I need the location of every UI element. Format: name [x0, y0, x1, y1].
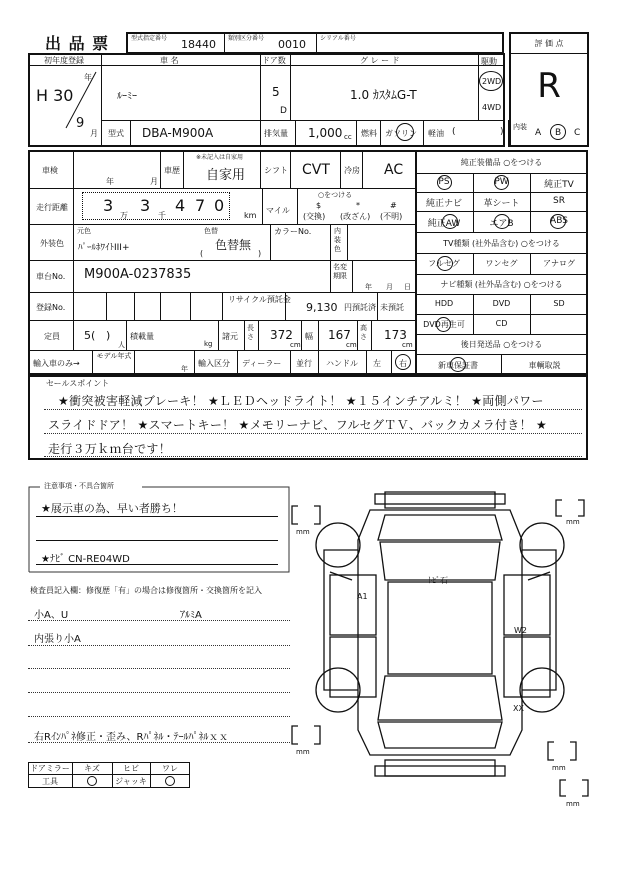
sales-line-1: ★衝突被害軽減ブレーキ！ ★ＬＥＤヘッドライト！ ★１５インチアルミ！ ★両側パワー — [58, 394, 544, 408]
size-label: 諸元 — [222, 332, 238, 341]
notes-label: 注意事項・不具合箇所 — [44, 482, 114, 490]
drive-2wd-circle — [479, 71, 503, 91]
interior-b: B — [555, 128, 562, 138]
score-label: 評 価 点 — [534, 39, 564, 48]
length-label: 長さ — [247, 324, 254, 341]
mileage-sen: 千 — [158, 211, 166, 220]
sales-line-2: スライドドア！ ★スマートキー！ ★メモリーナビ、フルセグＴＶ、バックカメラ付き！ ★ — [48, 418, 548, 432]
capacity-close: ) — [106, 329, 111, 342]
transfer-month: 月 — [386, 283, 393, 291]
import-class-label: 輸入区分 — [198, 359, 230, 368]
serial-label: シリアル番号 — [320, 35, 356, 42]
color-change-label: 色替 — [204, 227, 218, 235]
category-value: 0010 — [278, 38, 306, 51]
equip-ps: PS — [438, 177, 450, 187]
notes-line-2: ★ﾅﾋﾞ CN-RE04WD — [41, 554, 130, 565]
width-cm: cm — [346, 341, 357, 349]
dealer-option: ディーラー — [242, 359, 282, 368]
recycle-unit: 円預託済 — [344, 303, 376, 312]
exterior-label: 外装色 — [40, 239, 64, 248]
inspector-line-1b: ｱﾙﾐA — [180, 610, 202, 621]
legend-break: ワレ — [162, 764, 178, 773]
mileage-km: km — [244, 211, 257, 220]
width-label: 幅 — [305, 332, 313, 341]
height-label: 高さ — [360, 324, 367, 341]
diagram-mm-rl: mm — [296, 748, 310, 756]
model-label: 型式 — [108, 129, 124, 138]
kg-unit: kg — [204, 340, 213, 348]
parallel-option: 並行 — [296, 359, 312, 368]
recycle-label: リサイクル預託金 — [228, 295, 291, 304]
mile-label: マイル — [266, 206, 290, 215]
mileage-digit-3: 4 — [175, 196, 186, 215]
mileage-digit-1: 3 — [103, 196, 114, 215]
post-warranty: 新車保証書 — [438, 361, 478, 370]
score-value: R — [537, 66, 561, 106]
fuel-gas: ガソリン — [385, 129, 417, 138]
legend-jack: ジャッキ — [115, 777, 147, 786]
inspector-line-1a: 小A、U — [34, 610, 69, 621]
tampered-mark: * — [356, 201, 360, 210]
transfer-year: 年 — [365, 283, 372, 291]
diagram-mm-fr: mm — [566, 518, 580, 526]
height-cm: cm — [402, 341, 413, 349]
chassis-value: M900A-0237835 — [84, 267, 192, 282]
load-label: 積載量 — [130, 332, 154, 341]
equip-airbag-circle — [494, 214, 510, 229]
inspection-year-unit: 年 — [106, 177, 114, 186]
transfer-day: 日 — [404, 283, 411, 291]
capacity-value: 5( — [84, 329, 96, 342]
unknown-mark: # — [390, 201, 397, 210]
equip-aw: 純正AW — [427, 219, 461, 229]
height-value: 173 — [384, 328, 407, 342]
color-no-label: カラーNo. — [274, 227, 312, 236]
grade-value: 1.0 ｶｽﾀﾑG-T — [350, 88, 417, 102]
nav-cd: CD — [495, 319, 508, 328]
equip-abs: ABS — [550, 216, 568, 226]
color-paren-open: ( — [200, 249, 204, 258]
fuel-light: 軽油 — [428, 129, 444, 138]
legend-tools: 工具 — [42, 777, 58, 786]
nav-hdd: HDD — [434, 299, 454, 308]
inspector-line-3: 右Rｲﾝﾊﾟﾈ修正・歪み、Rﾊﾟﾈﾙ・ﾃｰﾙﾊﾟﾈﾙｘｘ — [34, 732, 229, 743]
import-label: 輸入車のみ→ — [33, 359, 80, 368]
inspector-label: 検査員記入欄：修復歴「有」の場合は修復箇所・交換箇所を記入 — [30, 586, 262, 595]
mileage-digit-2: 3 — [140, 196, 151, 215]
recycle-unpaid: 未預託 — [380, 303, 404, 312]
length-value: 372 — [270, 328, 293, 342]
tv-oneseg: ワンセグ — [485, 259, 518, 268]
mileage-man: 万 — [120, 211, 128, 220]
equip-aw-circle — [442, 214, 458, 229]
chassis-label: 車台No. — [36, 272, 66, 281]
post-delivery-label: 後日発送品 ○をつける — [460, 340, 543, 349]
registration-label: 登録No. — [36, 303, 66, 312]
tv-fullseg: フルセグ — [428, 259, 460, 268]
car-name-value: ﾙｰﾐｰ — [117, 91, 137, 102]
model-year-unit: 年 — [181, 365, 188, 373]
diagram-w2: W2 — [514, 626, 527, 635]
handle-label: ハンドル — [326, 359, 358, 368]
handle-right-circle — [395, 354, 411, 370]
nav-dvd-playback: DVD再生可 — [423, 320, 465, 329]
diagram-mm-fl: mm — [296, 528, 310, 536]
car-damage-diagram — [290, 480, 600, 810]
legend-mirror: ドアミラー — [30, 764, 70, 773]
door-type: D — [280, 106, 287, 116]
color-change-value: 色替無 — [215, 238, 252, 252]
unknown-label: (不明) — [380, 212, 403, 221]
sales-points-label: セールスポイント — [46, 379, 110, 388]
interior-a: A — [535, 128, 542, 138]
dollar-mark: $ — [316, 201, 322, 210]
handle-right: 右 — [399, 359, 407, 368]
tv-fullseg-circle — [437, 256, 453, 271]
genuine-equipment-label: 純正装備品 ○をつける — [460, 158, 543, 167]
legend-crack: ヒビ — [123, 764, 139, 773]
equip-ps-circle — [437, 175, 452, 190]
legend-scratch: キズ — [84, 764, 100, 773]
equip-leather: 革シート — [483, 199, 520, 209]
equip-airbag: エアB — [489, 219, 514, 229]
page-title: 出 品 票 — [45, 34, 110, 53]
fuel-other-open: ( — [452, 127, 456, 137]
year-unit: 年 — [84, 73, 92, 82]
shift-label: シフト — [264, 166, 288, 175]
tv-analog: アナログ — [543, 259, 575, 268]
interior-b-circle — [550, 124, 566, 140]
first-registration-label: 初年度登録 — [44, 56, 84, 65]
equip-navi: 純正ナビ — [425, 199, 462, 209]
history-note: ※未記入は自家用 — [196, 154, 244, 161]
interior-label: 内装 — [513, 123, 527, 131]
nav-dvd: DVD — [492, 299, 511, 308]
nav-dvd-playback-circle — [436, 317, 451, 332]
ac-label: 冷房 — [344, 166, 360, 175]
mileage-label: 走行距離 — [36, 203, 68, 212]
diagonal-divider — [60, 70, 104, 132]
post-manual: 車輌取説 — [528, 361, 561, 370]
exchange-label: (交換) — [303, 212, 326, 221]
mark-note: ○をつける — [318, 191, 353, 199]
grade-label: グ レ ー ド — [360, 56, 400, 65]
mileage-digit-5: 0 — [214, 196, 225, 215]
type-designation-label: 型式指定番号 — [131, 35, 168, 42]
fuel-other-close: ) — [500, 127, 504, 137]
mileage-digit-4: 7 — [195, 196, 206, 215]
displacement-value: 1,000 — [308, 126, 343, 140]
diagram-xx: XX — [513, 704, 524, 713]
model-value: DBA-M900A — [142, 126, 214, 140]
color-paren-close: ) — [258, 249, 262, 258]
tampered-label: (改ざん) — [340, 212, 371, 221]
first-registration-month: 9 — [76, 116, 85, 131]
drive-label: 駆動 — [481, 57, 497, 66]
diagram-mm-rear: mm — [566, 800, 580, 808]
capacity-label: 定員 — [44, 332, 60, 341]
history-value: 自家用 — [206, 168, 246, 183]
model-year-label: モデル年式 — [96, 352, 132, 360]
diagram-mm-rr: mm — [552, 764, 566, 772]
category-label: 類別区分番号 — [228, 35, 265, 42]
history-label: 車歴 — [164, 166, 180, 175]
fuel-gas-circle — [396, 123, 414, 141]
displacement-label: 排気量 — [264, 129, 288, 138]
drive-4wd: 4WD — [482, 103, 502, 112]
car-name-label: 車 名 — [160, 56, 179, 65]
equip-abs-circle — [550, 214, 566, 229]
drive-2wd: 2WD — [482, 77, 502, 86]
diagram-a1: A1 — [357, 592, 368, 601]
legend-tools-mark — [87, 776, 97, 786]
month-unit: 月 — [90, 129, 98, 138]
first-registration-era: H 30 — [36, 86, 74, 105]
interior-color-label: 内装色 — [334, 227, 341, 253]
width-value: 167 — [328, 328, 351, 342]
nav-sd: SD — [553, 299, 565, 308]
doors-label: ドア数 — [262, 56, 286, 65]
transfer-deadline-label: 名変期限 — [333, 263, 347, 280]
nav-type-label: ナビ種類 (社外品含む) ○をつける — [440, 280, 563, 289]
equip-sr: SR — [553, 196, 565, 206]
interior-c: C — [574, 128, 581, 138]
legend-jack-mark — [165, 776, 175, 786]
person-unit: 人 — [118, 341, 125, 349]
tv-type-label: TV種類 (社外品含む) ○をつける — [443, 239, 560, 248]
handle-left: 左 — [373, 359, 381, 368]
original-color-value: ﾊﾟｰﾙﾎﾜｲﾄIII+ — [78, 243, 130, 253]
equip-pw-circle — [494, 175, 509, 190]
ac-value: AC — [384, 162, 404, 178]
doors-value: 5 — [272, 85, 280, 99]
inspection-month-unit: 月 — [150, 177, 158, 186]
equip-tv: 純正TV — [544, 180, 574, 190]
recycle-value: 9,130 — [306, 301, 338, 314]
cc-unit: cc — [344, 133, 352, 141]
original-color-label: 元色 — [77, 227, 91, 235]
fuel-label: 燃料 — [361, 129, 377, 138]
notes-line-1: ★展示車の為、早い者勝ち！ — [41, 502, 183, 515]
diagram-tobi: ﾄﾋﾞ石 — [428, 576, 448, 585]
sales-line-3: 走行３万ｋｍ台です！ — [48, 442, 172, 456]
equip-pw: PW — [494, 177, 509, 187]
length-cm: cm — [290, 341, 301, 349]
type-designation-value: 18440 — [181, 38, 216, 51]
inspection-label: 車検 — [42, 166, 58, 175]
post-warranty-circle — [450, 357, 466, 372]
shift-value: CVT — [302, 162, 330, 178]
inspector-line-2: 内張り小A — [34, 634, 81, 645]
